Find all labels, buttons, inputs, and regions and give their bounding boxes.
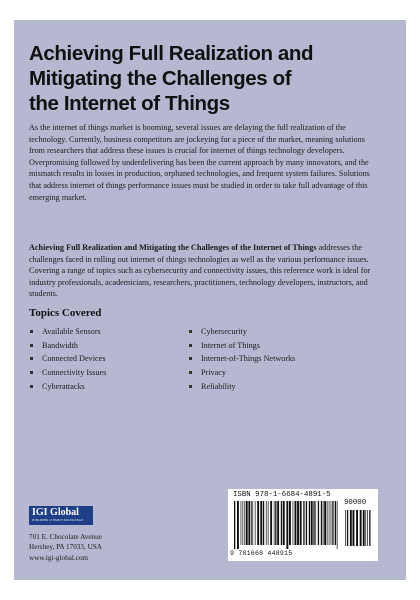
topic-item xyxy=(188,325,295,339)
topic-item xyxy=(188,366,295,380)
topic-item xyxy=(188,339,295,353)
title-line-2: Mitigating the Challenges of xyxy=(29,67,292,90)
bullet-icon xyxy=(189,385,192,388)
description-book-title: Achieving Full Realization and Mitigating the Challenges of the Internet of Things xyxy=(29,243,317,252)
barcode-bar xyxy=(337,501,338,549)
description-paragraph-1: As the internet of things market is booming, several issues are delaying the full realization of the technology. Currently, business competitors are jockeying for a piece of the market, meaning solutions from researchers that address these issues is crucial for internet of things technology developers. Overpromising followed by underdelivering has been the current approach by many innovators, and the mismatch results in losses in production, orphaned technologies, and frequent system failures. Solutions that address internet of things performance issues must be studied in order to take full advantage of this emerging market. xyxy=(29,123,370,202)
topic-label: Cyberattacks xyxy=(42,381,85,391)
bullet-icon xyxy=(189,371,192,374)
barcode-bar xyxy=(315,501,316,545)
book-title xyxy=(29,41,369,116)
barcode-bar xyxy=(335,501,336,545)
barcode-bar xyxy=(332,501,333,545)
topic-label: Available Sensors xyxy=(42,327,101,336)
topic-label: Reliability xyxy=(201,381,236,391)
barcode-bar xyxy=(300,501,302,545)
barcode-bar xyxy=(274,501,275,545)
barcode-bar xyxy=(321,501,322,545)
topic-label: Privacy xyxy=(201,368,227,378)
barcode-bar xyxy=(313,501,314,545)
barcode-bar xyxy=(243,501,244,545)
barcode-bar xyxy=(309,501,310,545)
isbn-barcode-box xyxy=(228,489,378,561)
topic-item xyxy=(188,380,295,394)
barcode-bar xyxy=(363,510,365,546)
publisher-website: www.igi-global.com xyxy=(29,553,89,562)
barcode-bar xyxy=(246,501,248,545)
barcode-bar xyxy=(248,501,250,545)
barcode-bar xyxy=(255,501,256,545)
barcode-bar xyxy=(289,501,291,545)
barcode-bar xyxy=(360,510,362,546)
barcode-bar xyxy=(234,501,235,549)
igi-global-logo xyxy=(29,506,93,525)
isbn-number: ISBN 978-1-6684-4891-5 xyxy=(233,491,331,499)
topic-item xyxy=(29,325,106,339)
barcode-bar xyxy=(311,501,313,545)
barcode-bar xyxy=(369,510,370,546)
barcode-bar xyxy=(286,501,288,549)
description-paragraph-2-text: addresses the challenges faced in rolling out internet of things technologies as well as the various performance issues. Covering a range of topics such as cybersecurity and connectivity issues, this reference work is ideal for industry professionals, academicians, researchers, practitioners, technology developers, instructors, and students. xyxy=(29,243,371,299)
title-line-3: the Internet of Things xyxy=(29,92,230,115)
bullet-icon xyxy=(189,357,192,360)
bullet-icon xyxy=(30,371,33,374)
barcode-bar xyxy=(277,501,279,545)
bullet-icon xyxy=(30,330,33,333)
barcode-bar xyxy=(323,501,324,545)
barcode-bar xyxy=(347,510,348,546)
barcode-bar xyxy=(318,501,319,545)
barcode-bar xyxy=(295,501,297,545)
barcode-bar xyxy=(270,501,272,545)
topic-label: Cybersecurity xyxy=(201,327,247,336)
barcode-bar xyxy=(266,501,267,545)
barcode-bar xyxy=(251,501,252,545)
barcode-bar xyxy=(237,501,239,549)
bullet-icon xyxy=(189,344,192,347)
topic-label: Internet of Things xyxy=(201,340,260,350)
barcode-bar xyxy=(367,510,368,546)
barcode-bar xyxy=(345,510,346,546)
topic-label: Connectivity Issues xyxy=(42,368,107,378)
barcode-bar xyxy=(329,501,330,545)
description-paragraph-2 xyxy=(29,242,379,300)
barcode-bar xyxy=(327,501,328,545)
barcode-bar xyxy=(353,510,355,546)
barcode-bar xyxy=(244,501,245,545)
title-line-1: Achieving Full Realization and xyxy=(29,42,314,65)
price-code: 90000 xyxy=(344,499,367,507)
barcode-bar xyxy=(333,501,334,545)
topic-item xyxy=(29,339,106,353)
barcode-bar xyxy=(331,501,332,545)
barcode-icon xyxy=(233,501,341,549)
barcode-bar xyxy=(365,510,366,546)
topic-item xyxy=(29,380,106,394)
barcode-bar xyxy=(268,501,269,545)
barcode-bar xyxy=(350,510,352,546)
barcode-bar xyxy=(324,501,326,545)
bullet-icon xyxy=(30,357,33,360)
logo-text: IGI Global xyxy=(32,507,79,518)
barcode-bar xyxy=(252,501,253,545)
barcode-bar xyxy=(281,501,282,545)
price-barcode-icon xyxy=(344,510,372,546)
topics-list-right xyxy=(188,325,295,394)
topic-label: Bandwidth xyxy=(42,340,78,350)
topic-item xyxy=(188,352,295,366)
topic-item xyxy=(29,366,106,380)
barcode-digits: 9 781668 448915 xyxy=(230,550,293,557)
barcode-bar xyxy=(263,501,264,545)
bullet-icon xyxy=(189,330,192,333)
bullet-icon xyxy=(30,344,33,347)
barcode-bar xyxy=(283,501,285,545)
barcode-bar xyxy=(275,501,276,545)
barcode-bar xyxy=(306,501,307,545)
topic-label: Connected Devices xyxy=(42,354,106,364)
barcode-bar xyxy=(356,510,358,546)
barcode-bar xyxy=(293,501,294,545)
topics-heading: Topics Covered xyxy=(29,307,102,319)
barcode-bar xyxy=(297,501,299,545)
logo-tagline: PUBLISHER of TIMELY KNOWLEDGE xyxy=(32,518,84,522)
barcode-bar xyxy=(303,501,304,545)
barcode-bar xyxy=(260,501,262,545)
topic-item xyxy=(29,352,106,366)
barcode-bar xyxy=(241,501,242,545)
publisher-address xyxy=(29,532,102,563)
address-city: Hershey, PA 17033, USA xyxy=(29,543,102,552)
topics-list-left xyxy=(29,325,106,394)
address-street: 701 E. Chocolate Avenue xyxy=(29,533,102,541)
bullet-icon xyxy=(30,385,33,388)
topic-label: Internet-of-Things Networks xyxy=(201,354,296,364)
barcode-bar xyxy=(257,501,259,545)
